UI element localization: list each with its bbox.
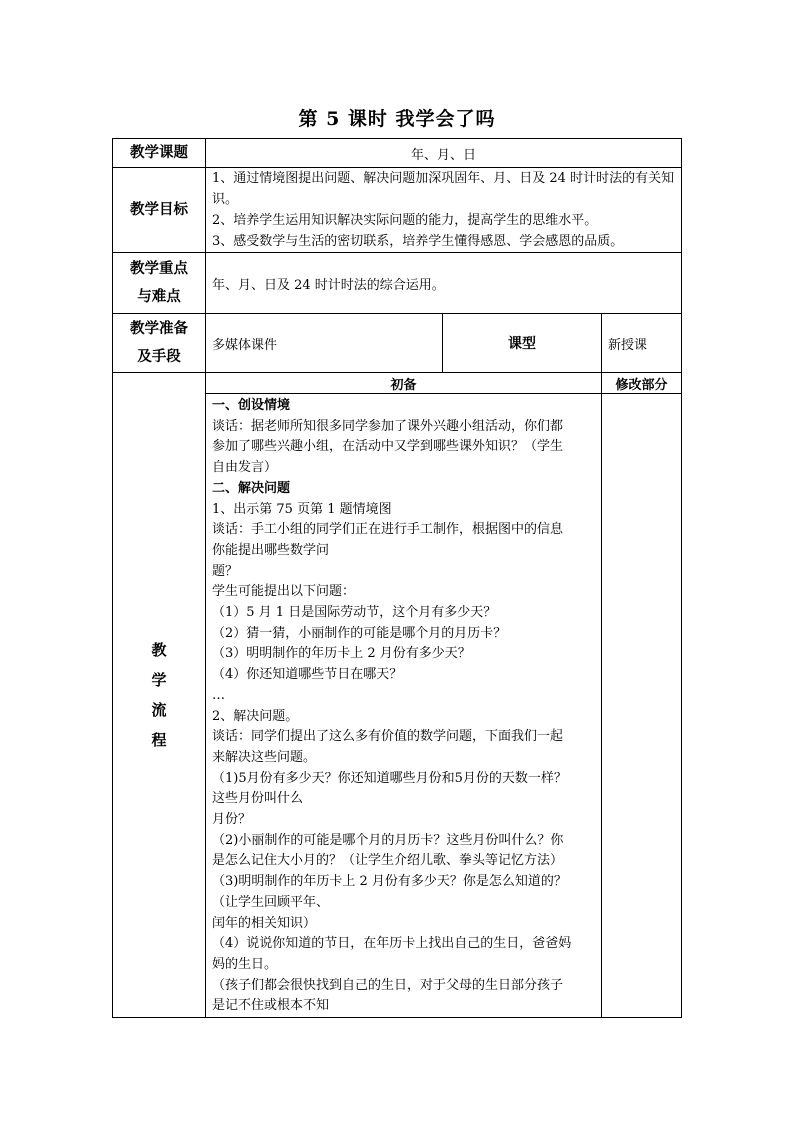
content-line: 题？ [212,563,239,579]
preparation-value: 多媒体课件 [206,314,443,373]
content-line: 你能提出哪些数学问 [212,542,330,558]
lesson-plan-table [112,138,682,1018]
content-line: （孩子们都会很快找到自己的生日，对于父母的生日部分孩子 [212,977,564,993]
key-points-label [113,253,206,314]
content-line: 谈话：据老师所知很多同学参加了课外兴趣小组活动，你们都 [212,418,564,434]
objective-item: 2、培养学生运用知识解决实际问题的能力，提高学生的思维水平。 [212,213,598,228]
preparation-label-line2: 及手段 [137,348,181,365]
lesson-type-label: 课型 [443,314,602,373]
content-line: （2）猜一猜，小丽制作的可能是哪个月的月历卡？ [212,625,507,641]
content-line: （1）5 月 1 日是国际劳动节，这个月有多少天？ [212,605,497,621]
topic-row [113,139,682,168]
content-line: （3）明明制作的年历卡上 2 月份有多少天？ [212,646,471,662]
content-line: （4）你还知道哪些节日在哪天？ [212,667,403,683]
page-title: 第 5 课时 我学会了吗 [298,108,496,130]
content-line: 谈话：同学们提出了这么多有价值的数学问题，下面我们一起 [212,729,564,745]
section-heading: 一、创设情境 [212,398,291,413]
key-points-row [113,253,682,314]
content-line: 参加了哪些兴趣小组，在活动中又学到哪些课外知识？（学生 [212,439,564,455]
content-line: 谈话：手工小组的同学们正在进行手工制作，根据图中的信息 [212,522,564,538]
content-line: 1、出示第 75 页第 1 题情境图 [212,501,392,517]
objective-item: 1、通过情境图提出问题、解决问题加深巩固年、月、日及 24 时计时法的有关知识。 [212,171,675,207]
content-line: 来解决这些问题。 [212,749,317,765]
key-points-value: 年、月、日及 24 时计时法的综合运用。 [206,253,682,314]
content-line: 自由发言） [212,460,278,476]
flow-header-row [113,373,682,394]
content-line: 是怎么记住大小月的？（让学生介绍儿歌、拳头等记忆方法） [212,853,564,869]
content-line: （1)5月份有多少天？你还知道哪些月份和5月份的天数一样？ [212,770,567,786]
content-line: 是记不住或根本不知 [212,998,330,1014]
key-points-label-line2: 与难点 [137,288,181,305]
content-line: 妈的生日。 [212,956,278,972]
preparation-label [113,314,206,373]
objectives-label: 教学目标 [113,168,206,253]
flow-label-char: 程 [151,731,167,750]
content-line: 2、解决问题。 [212,708,299,724]
key-points-label-line1: 教学重点 [130,260,188,277]
preparation-row [113,314,682,373]
flow-label-char: 流 [151,701,167,720]
section-heading: 二、解决问题 [212,480,291,496]
content-line: （2)小丽制作的可能是哪个月的月历卡？这些月份叫什么？你 [212,832,564,848]
draft-content [206,394,602,1018]
content-line: 这些月份叫什么 [212,791,304,807]
objective-item: 3、感受数学与生活的密切联系，培养学生懂得感恩、学会感恩的品质。 [212,234,624,249]
preparation-label-line1: 教学准备 [130,320,188,337]
revise-column-header: 修改部分 [602,373,682,394]
objectives-row [113,168,682,253]
revise-content [602,394,682,1018]
content-line: （让学生回顾平年、 [212,894,330,910]
topic-label: 教学课题 [113,139,206,168]
draft-column-header: 初备 [206,373,602,394]
objectives-cell [206,168,682,253]
content-line: （4）说说你知道的节日，在年历卡上找出自己的生日，爸爸妈 [212,936,572,952]
content-line: 闰年的相关知识） [212,915,317,931]
content-line: （3)明明制作的年历卡上 2 月份有多少天？你是怎么知道的？ [212,874,567,890]
flow-label-char: 学 [151,671,167,690]
flow-label [113,373,206,1018]
content-line: … [212,687,225,703]
topic-value: 年、月、日 [206,139,682,168]
content-line: 月份？ [212,812,252,828]
lesson-type-value: 新授课 [602,314,682,373]
flow-label-char: 教 [151,641,167,660]
content-line: 学生可能提出以下问题： [212,584,356,600]
